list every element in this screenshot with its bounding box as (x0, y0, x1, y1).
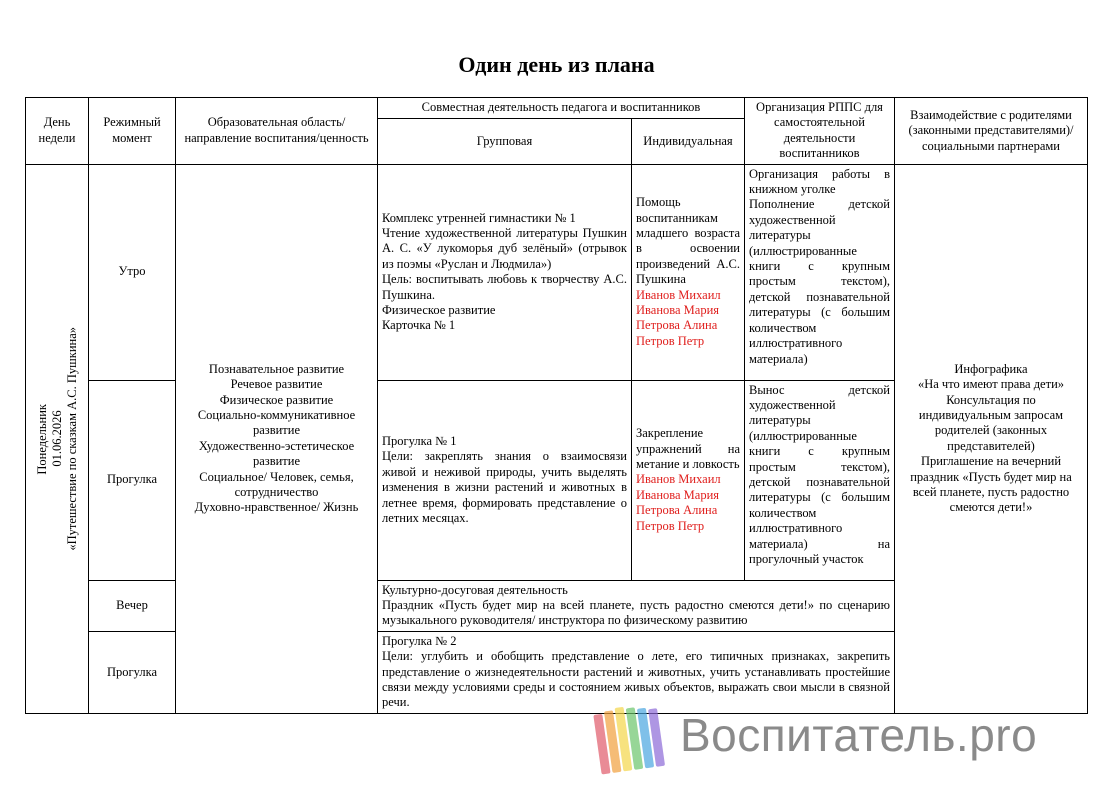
plan-table (25, 97, 1088, 714)
group-line: Культурно-досуговая деятельность (382, 582, 568, 597)
child-name: Иванов Михаил (636, 472, 721, 487)
walk1-group-cell (378, 380, 632, 580)
header-day: День недели (26, 98, 89, 165)
individual-text: Помощь воспитанникам младшего возраста в освоении произведений А.С. Пушкина (636, 195, 740, 287)
parents-line: Консультация по индивидуальным запросам родителей (законных представителей) (918, 392, 1064, 453)
area-item: Социально-коммуникативное развитие (197, 407, 356, 438)
group-line: Физическое развитие (382, 302, 496, 317)
child-name: Петров Петр (636, 518, 705, 533)
parents-line: «На что имеют права дети» (917, 377, 1065, 392)
group-line: Чтение художественной литературы Пушкин А. С. «У лукоморья дуб зелёный» (отрывок из поэмы «Руслан и Людмила») (382, 225, 627, 271)
child-name: Петров Петр (636, 333, 705, 348)
areas-cell (176, 164, 378, 713)
header-group: Групповая (378, 118, 632, 164)
rpps-line: Пополнение детской художественной литературы (иллюстрированные книги с крупным простым текстом), детской познавательной литературы (с большим количеством иллюстративного материала) (749, 197, 890, 366)
moment-walk2: Прогулка (89, 631, 176, 713)
child-name: Иванова Мария (636, 487, 720, 502)
day-cell (26, 164, 89, 713)
header-area: Образовательная область/направление воспитания/ценность (176, 98, 378, 165)
morning-individual-cell (632, 164, 745, 380)
walk1-individual-cell (632, 380, 745, 580)
area-item: Познавательное развитие (208, 361, 345, 376)
header-rpps: Организация РППС для самостоятельной деятельности воспитанников (745, 98, 895, 165)
group-line: Карточка № 1 (382, 318, 456, 333)
moment-walk1: Прогулка (89, 380, 176, 580)
child-name: Петрова Алина (636, 318, 718, 333)
moment-evening: Вечер (89, 580, 176, 631)
moment-morning: Утро (89, 164, 176, 380)
child-name: Иванова Мария (636, 302, 720, 317)
group-line: Праздник «Пусть будет мир на всей планете, пусть радостно смеются дети!» по сценарию музыкального руководителя/ инструктора по физическому развитию (382, 598, 890, 628)
child-name: Иванов Михаил (636, 287, 721, 302)
header-moment: Режимный момент (89, 98, 176, 165)
walk1-rpps-cell (745, 380, 895, 580)
header-parents: Взаимодействие с родителями (законными представителями)/социальными партнерами (895, 98, 1088, 165)
evening-group-cell (378, 580, 895, 631)
area-item: Физическое развитие (219, 392, 334, 407)
group-line: Цели: углубить и обобщить представление о лете, его типичных признаках, закрепить представление о жизнедеятельности растений и животных, учить устанавливать простейшие связи между условиями среды и состоянием живых объектов, выражать свои мысли в связной речи. (382, 649, 890, 710)
area-item: Духовно-нравственное/ Жизнь (194, 500, 359, 515)
day-name: Понедельник (34, 403, 49, 475)
parents-line: Инфографика (954, 361, 1028, 376)
individual-text: Закрепление упражнений на метание и ловкость (636, 426, 740, 472)
group-line: Цель: воспитывать любовь к творчеству А.С. Пушкина. (382, 272, 627, 302)
parents-cell (895, 164, 1088, 713)
morning-rpps-cell (745, 164, 895, 380)
area-item: Художественно-эстетическое развитие (198, 438, 355, 469)
header-joint: Совместная деятельность педагога и воспитанников (378, 98, 745, 119)
parents-line: Приглашение на вечерний праздник «Пусть будет мир на всей планете, пусть радостно смеются дети!» (910, 454, 1072, 515)
group-line: Комплекс утренней гимнастики № 1 (382, 210, 576, 225)
rpps-line: Вынос детской художественной литературы (иллюстрированные книги с крупным простым текстом), детской познавательной литературы (с большим количеством иллюстративного материала) на прогулочный участок (749, 382, 890, 567)
page-title: Один день из плана (458, 52, 655, 77)
rpps-line: Организация работы в книжном уголке (749, 166, 890, 197)
group-line: Прогулка № 2 (382, 633, 457, 648)
group-line: Цели: закреплять знания о взаимосвязи живой и неживой природы, учить выделять изменения в жизни растений и животных в летнее время, формировать представление о летних месяцах. (382, 449, 627, 525)
watermark-text: Воспитатель.pro (680, 709, 1038, 761)
day-date: 01.06.2026 (49, 410, 64, 467)
child-name: Петрова Алина (636, 503, 718, 518)
day-theme: «Путешествие по сказкам А.С. Пушкина» (64, 326, 79, 551)
header-individual: Индивидуальная (632, 118, 745, 164)
morning-group-cell (378, 164, 632, 380)
area-item: Речевое развитие (230, 377, 323, 392)
area-item: Социальное/ Человек, семья, сотрудничество (199, 469, 354, 499)
group-line: Прогулка № 1 (382, 433, 457, 448)
